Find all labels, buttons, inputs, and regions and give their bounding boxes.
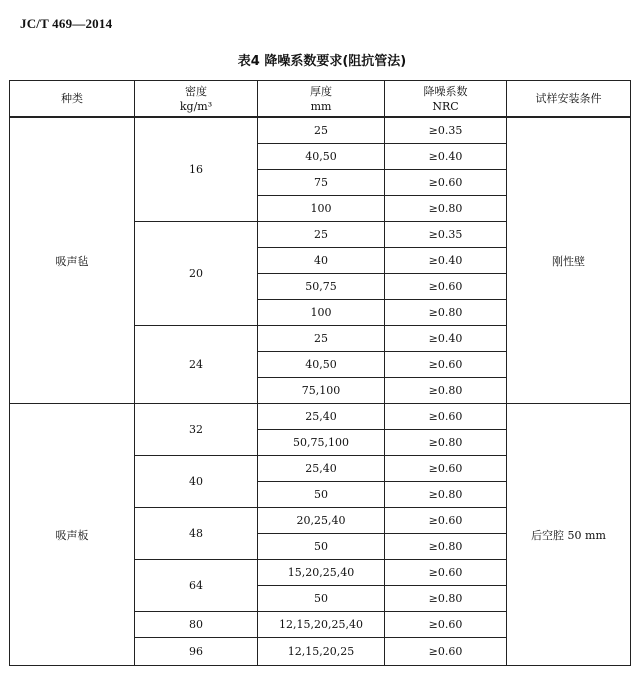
nrc-requirements-table [9,80,631,666]
header-nrc-unit: NRC [432,99,459,113]
header-thickness-unit: mm [310,99,332,113]
header-type: 种类 [10,81,135,118]
thickness-cell: 25 [258,117,385,144]
density-cell: 64 [135,560,258,612]
thickness-cell: 50 [258,482,385,508]
nrc-cell: ≥0.40 [385,144,507,170]
nrc-cell: ≥0.40 [385,248,507,274]
table-row [10,404,631,430]
thickness-cell: 50 [258,534,385,560]
header-condition: 试样安装条件 [507,81,631,118]
nrc-cell: ≥0.80 [385,378,507,404]
nrc-cell: ≥0.35 [385,222,507,248]
nrc-cell: ≥0.60 [385,352,507,378]
table-row [10,117,631,144]
density-cell: 48 [135,508,258,560]
nrc-cell: ≥0.60 [385,456,507,482]
header-thickness-label: 厚度 [310,84,332,98]
thickness-cell: 75,100 [258,378,385,404]
nrc-cell: ≥0.40 [385,326,507,352]
thickness-cell: 12,15,20,25,40 [258,612,385,638]
header-thickness [258,81,385,118]
thickness-cell: 25 [258,222,385,248]
table-title: 表4 降噪系数要求(阻抗管法) [237,54,407,69]
table-body [10,117,631,666]
thickness-cell: 100 [258,196,385,222]
header-density-unit: kg/m³ [179,99,213,113]
header-nrc [385,81,507,118]
nrc-cell: ≥0.35 [385,117,507,144]
thickness-cell: 50 [258,586,385,612]
thickness-cell: 40 [258,248,385,274]
thickness-cell: 75 [258,170,385,196]
header-row [10,81,631,118]
type-cell: 吸声毡 [10,117,135,404]
nrc-cell: ≥0.60 [385,274,507,300]
density-cell: 80 [135,612,258,638]
density-cell: 20 [135,222,258,326]
nrc-cell: ≥0.80 [385,300,507,326]
nrc-cell: ≥0.80 [385,534,507,560]
type-cell: 吸声板 [10,404,135,666]
thickness-cell: 50,75,100 [258,430,385,456]
condition-cell: 后空腔 50 mm [507,404,631,666]
density-cell: 96 [135,638,258,666]
nrc-cell: ≥0.80 [385,430,507,456]
density-cell: 24 [135,326,258,404]
thickness-cell: 12,15,20,25 [258,638,385,666]
thickness-cell: 20,25,40 [258,508,385,534]
header-nrc-label: 降噪系数 [423,84,468,98]
condition-cell: 刚性壁 [507,117,631,404]
nrc-cell: ≥0.60 [385,560,507,586]
nrc-cell: ≥0.60 [385,638,507,666]
thickness-cell: 50,75 [258,274,385,300]
density-cell: 32 [135,404,258,456]
density-cell: 16 [135,117,258,222]
thickness-cell: 25,40 [258,404,385,430]
nrc-cell: ≥0.60 [385,404,507,430]
document-code: JC/T 469—2014 [20,16,113,31]
thickness-cell: 25,40 [258,456,385,482]
header-density-label: 密度 [185,84,207,98]
thickness-cell: 40,50 [258,352,385,378]
nrc-cell: ≥0.80 [385,482,507,508]
nrc-cell: ≥0.60 [385,612,507,638]
nrc-cell: ≥0.60 [385,508,507,534]
header-density [135,81,258,118]
thickness-cell: 100 [258,300,385,326]
density-cell: 40 [135,456,258,508]
nrc-cell: ≥0.80 [385,586,507,612]
thickness-cell: 25 [258,326,385,352]
nrc-cell: ≥0.80 [385,196,507,222]
thickness-cell: 15,20,25,40 [258,560,385,586]
thickness-cell: 40,50 [258,144,385,170]
table-header [10,81,631,118]
nrc-cell: ≥0.60 [385,170,507,196]
